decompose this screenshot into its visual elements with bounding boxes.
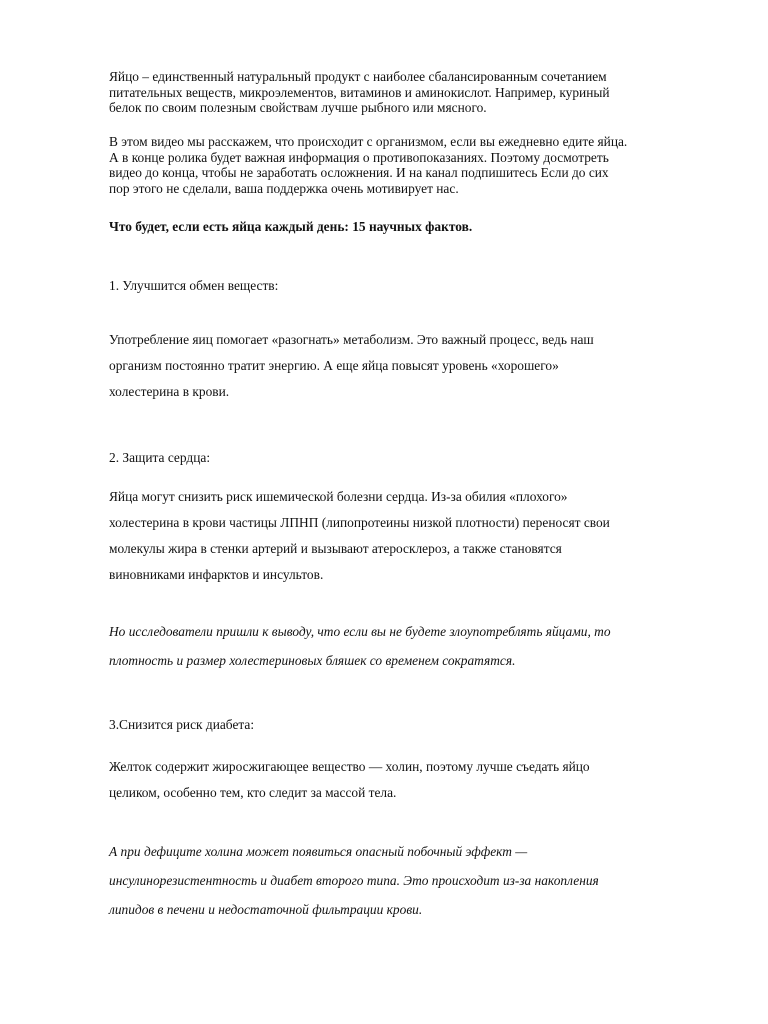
article-heading: Что будет, если есть яйца каждый день: 15 научных фактов. bbox=[109, 219, 473, 234]
intro-paragraph: Яйцо – единственный натуральный продукт с наиболее сбалансированным сочетанием питательных веществ, микроэлементов, витаминов и аминокислот. Например, куриный белок по своим полезным свойствам лучше рыбного или мясного. bbox=[109, 69, 610, 115]
video-paragraph: В этом видео мы расскажем, что происходит с организмом, если вы ежедневно едите яйца. А в конце ролика будет важная информация о противопоказаниях. Поэтому досмотреть видео до конца, чтобы не заработать осложнения. И на канал подпишитесь Если до сих пор этого не сделали, ваша поддержка очень мотивирует нас. bbox=[109, 134, 628, 196]
section-1-title: 1. Улучшится обмен веществ: bbox=[109, 278, 279, 293]
section-2-body: Яйца могут снизить риск ишемической болезни сердца. Из-за обилия «плохого» холестерина в крови частицы ЛПНП (липопротеины низкой плотности) переносят свои молекулы жира в стенки артерий и вызывают атеросклероз, а также становятся виновниками инфарктов и инсультов. bbox=[109, 489, 610, 582]
section-1-body: Употребление яиц помогает «разогнать» метаболизм. Это важный процесс, ведь наш организм постоянно тратит энергию. А еще яйца повысят уровень «хорошего» холестерина в крови. bbox=[109, 332, 594, 399]
section-3-title: 3.Снизится риск диабета: bbox=[109, 717, 255, 732]
section-2-note: Но исследователи пришли к выводу, что если вы не будете злоупотреблять яйцами, то плотность и размер холестериновых бляшек со временем сократятся. bbox=[109, 624, 611, 668]
section-3-note: А при дефиците холина может появиться опасный побочный эффект — инсулинорезистентность и диабет второго типа. Это происходит из-за накопления липидов в печени и недостаточной фильтрации крови. bbox=[109, 844, 599, 917]
section-2-title: 2. Защита сердца: bbox=[109, 450, 211, 465]
section-3-body: Желток содержит жиросжигающее вещество — холин, поэтому лучше съедать яйцо целиком, особенно тем, кто следит за массой тела. bbox=[109, 759, 590, 800]
